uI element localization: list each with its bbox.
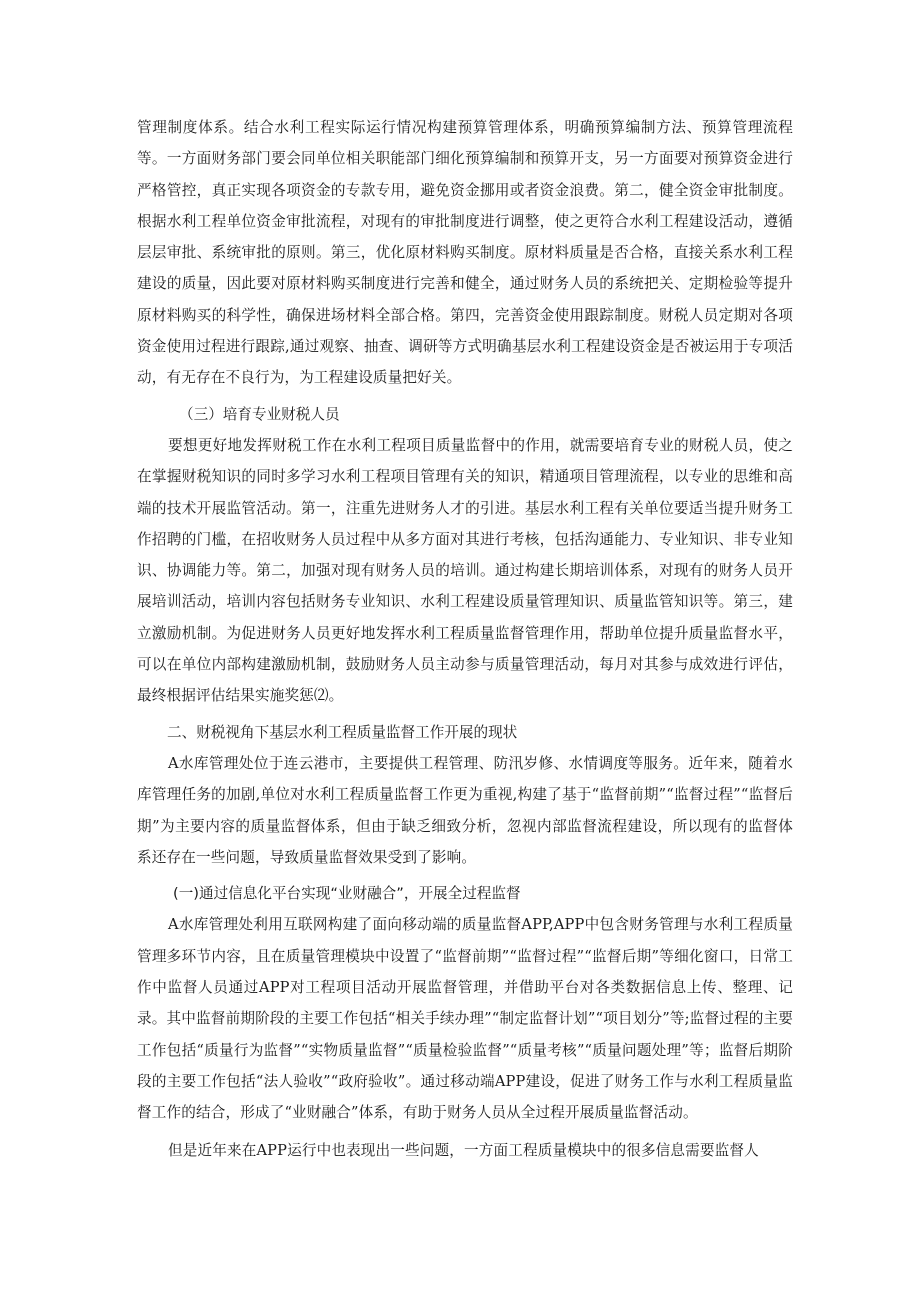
body-paragraph: A水库管理处位于连云港市，主要提供工程管理、防汛岁修、水情调度等服务。近年来，随着水库管理任务的加剧,单位对水利工程质量监督工作更为重视,构建了基于“监督前期”“监督过程”“监督后期”为主要内容的质量监督体系，但由于缺乏细致分析，忽视内部监督流程建设，所以现有的监督体系还存在一些问题，导致质量监督效果受到了影响。 xyxy=(137,754,793,866)
section-heading-3: （三）培育专业财税人员 xyxy=(179,405,340,423)
body-paragraph: 管理制度体系。结合水利工程实际运行情况构建预算管理体系，明确预算编制方法、预算管理流程等。一方面财务部门要会同单位相关职能部门细化预算编制和预算开支，另一方面要对预算资金进行严格管控，真正实现各项资金的专款专用，避免资金挪用或者资金浪费。第二，健全资金审批制度。根据水利工程单位资金审批流程，对现有的审批制度进行调整，使之更符合水利工程建设活动，遵循层层审批、系统审批的原则。第三，优化原材料购买制度。原材料质量是否合格，直接关系水利工程建设的质量，因此要对原材料购买制度进行完善和健全，通过财务人员的系统把关、定期检验等提升原材料购买的科学性，确保进场材料全部合格。第四，完善资金使用跟踪制度。财税人员定期对各项资金使用过程进行跟踪,通过观察、抽查、调研等方式明确基层水利工程建设资金是否被运用于专项活动，有无存在不良行为，为工程建设质量把好关。 xyxy=(137,119,793,387)
body-paragraph: 要想更好地发挥财税工作在水利工程项目质量监督中的作用，就需要培育专业的财税人员，使之在掌握财税知识的同时多学习水利工程项目管理有关的知识，精通项目管理流程，以专业的思维和高端的技术开展监管活动。第一，注重先进财务人才的引进。基层水利工程有关单位要适当提升财务工作招聘的门槛，在招收财务人员过程中从多方面对其进行考核，包括沟通能力、专业知识、非专业知识、协调能力等。第二，加强对现有财务人员的培训。通过构建长期培训体系，对现有的财务人员开展培训活动，培训内容包括财务专业知识、水利工程建设质量管理知识、质量监管知识等。第三，建立激励机制。为促进财务人员更好地发挥水利工程质量监督管理作用，帮助单位提升质量监督水平，可以在单位内部构建激励机制，鼓励财务人员主动参与质量管理活动，每月对其参与成效进行评估，最终根据评估结果实施奖惩⑵。 xyxy=(137,436,793,705)
document-page xyxy=(137,112,793,1166)
body-paragraph: A水库管理处利用互联网构建了面向移动端的质量监督APP,APP中包含财务管理与水利工程质量管理多环节内容，且在质量管理模块中设置了“监督前期”“监督过程”“监督后期”等细化窗口，日常工作中监督人员通过APP对工程项目活动开展监督管理，并借助平台对各类数据信息上传、整理、记录。其中监督前期阶段的主要工作包括“相关手续办理”“制定监督计划”“项目划分”等;监督过程的主要工作包括“质量行为监督”“实物质量监督”“质量检验监督”“质量考核”“质量问题处理”等；监督后期阶段的主要工作包括“法人验收”“政府验收”。通过移动端APP建设，促进了财务工作与水利工程质量监督工作的结合，形成了“业财融合”体系，有助于财务人员从全过程开展质量监督活动。 xyxy=(137,916,793,1122)
chapter-heading: 二、财税视角下基层水利工程质量监督工作开展的现状 xyxy=(167,723,518,741)
section-heading-1: (一)通过信息化平台实现“业财融合”，开展全过程监督 xyxy=(173,885,521,903)
body-paragraph: 但是近年来在APP运行中也表现出一些问题，一方面工程质量模块中的很多信息需要监督人 xyxy=(168,1141,759,1159)
